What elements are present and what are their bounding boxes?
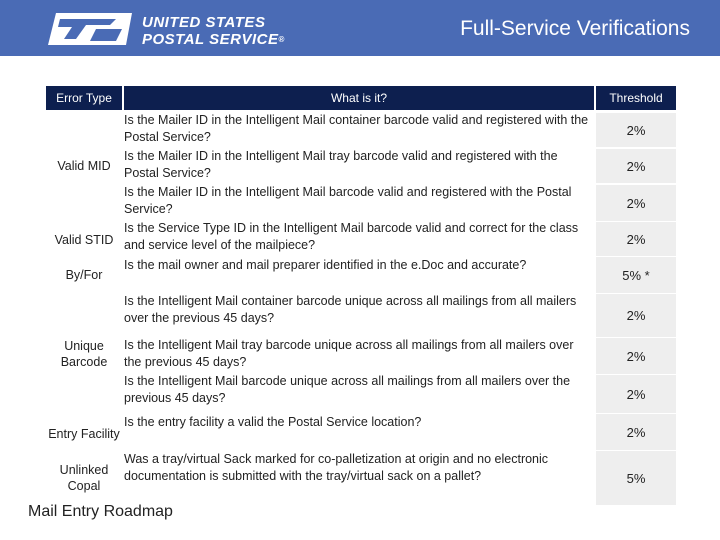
threshold-10: 5% bbox=[596, 451, 676, 505]
error-type-by-for: By/For bbox=[65, 268, 103, 282]
logo-line-2: POSTAL SERVICE bbox=[142, 31, 279, 48]
logo-line-1: UNITED STATES bbox=[142, 14, 266, 31]
threshold-8: 2% bbox=[596, 375, 676, 413]
error-type-unlinked-copal-line-1: Unlinked bbox=[59, 463, 109, 477]
threshold-6: 2% bbox=[596, 294, 676, 337]
error-type-unique-barcode-line-2: Barcode bbox=[60, 355, 108, 369]
threshold-7: 2% bbox=[596, 338, 676, 374]
logo-wordmark bbox=[142, 14, 285, 48]
question-5: Is the mail owner and mail preparer identified in the e.Doc and accurate? bbox=[124, 258, 527, 272]
usps-header-bar bbox=[0, 0, 720, 56]
error-type-valid-mid: Valid MID bbox=[57, 159, 111, 173]
page-title: Full-Service Verifications bbox=[460, 17, 690, 40]
column-header-threshold: Threshold bbox=[596, 86, 676, 110]
error-type-unlinked-copal-line-2: Copal bbox=[67, 479, 101, 493]
logo-registered-mark: ® bbox=[278, 35, 285, 44]
threshold-9: 2% bbox=[596, 414, 676, 450]
error-type-unique-barcode-line-1: Unique bbox=[64, 339, 104, 353]
error-type-valid-stid: Valid STID bbox=[54, 233, 114, 247]
question-8: Is the Intelligent Mail barcode unique across all mailings from all mailers over the previous 45 days? bbox=[124, 374, 571, 405]
threshold-4: 2% bbox=[596, 222, 676, 256]
usps-logo bbox=[46, 11, 285, 48]
question-4: Is the Service Type ID in the Intelligent Mail barcode valid and correct for the class and service level of the mailpiece? bbox=[124, 221, 579, 252]
footer-label: Mail Entry Roadmap bbox=[28, 503, 173, 520]
question-2: Is the Mailer ID in the Intelligent Mail tray barcode valid and registered with the Postal Service? bbox=[124, 149, 558, 180]
eagle-icon bbox=[46, 11, 134, 47]
threshold-1: 2% bbox=[596, 113, 676, 147]
error-type-entry-facility: Entry Facility bbox=[48, 427, 120, 441]
threshold-3: 2% bbox=[596, 185, 676, 221]
error-type-unlinked-copal bbox=[46, 462, 122, 494]
question-9: Is the entry facility a valid the Postal Service location? bbox=[124, 415, 422, 429]
question-3: Is the Mailer ID in the Intelligent Mail barcode valid and registered with the Postal Service? bbox=[124, 185, 572, 216]
question-1: Is the Mailer ID in the Intelligent Mail container barcode valid and registered with the Postal Service? bbox=[124, 113, 589, 144]
column-header-error-type: Error Type bbox=[46, 86, 122, 110]
threshold-2: 2% bbox=[596, 149, 676, 183]
threshold-5: 5% * bbox=[596, 257, 676, 293]
column-header-what-is-it: What is it? bbox=[124, 86, 594, 110]
question-7: Is the Intelligent Mail tray barcode unique across all mailings from all mailers over the previous 45 days? bbox=[124, 338, 574, 369]
question-6: Is the Intelligent Mail container barcode unique across all mailings from all mailers over the previous 45 days? bbox=[124, 294, 577, 325]
error-type-unique-barcode bbox=[46, 338, 122, 370]
question-10: Was a tray/virtual Sack marked for co-palletization at origin and no electronic documentation is submitted with the tray/virtual sack on a pallet? bbox=[124, 452, 549, 483]
